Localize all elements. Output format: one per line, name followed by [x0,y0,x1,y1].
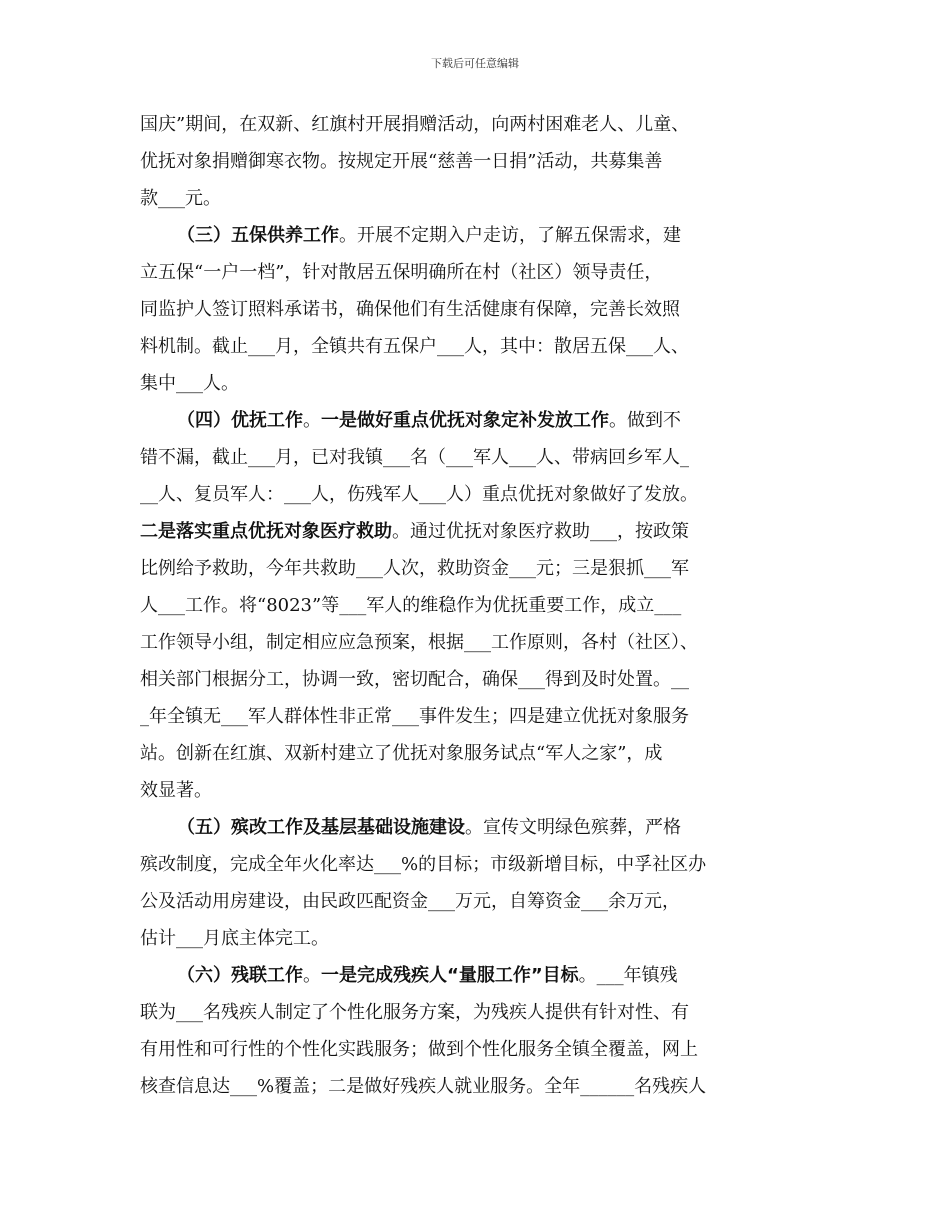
text-line [140,957,815,994]
body-text: 错不漏，截止___月，已对我镇___名（___军人___人、带病回乡军人_ [140,447,689,468]
bold-heading-text: 一是完成残疾人“量服工作”目标 [321,965,579,986]
text-line [140,661,815,698]
body-text: 殡改制度，完成全年火化率达___%的目标；市级新增目标，中孚社区办 [140,854,707,875]
body-text: 工作领导小组，制定相应应急预案，根据___工作原则，各村（社区）、 [140,632,698,653]
text-line [140,439,815,476]
body-text: 优抚对象捐赠御寒衣物。按规定开展“慈善一日捐”活动，共募集善 [140,151,663,172]
body-text: 料机制。截止___月，全镇共有五保户___人，其中：散居五保___人、 [140,336,689,357]
body-text: 比例给予救助，今年共救助___人次，救助资金___元；三是狠抓___军 [140,558,689,579]
text-line [140,920,815,957]
text-line [140,1031,815,1068]
body-text: 有用性和可行性的个性化实践服务；做到个性化服务全镇全覆盖，网上 [140,1039,698,1060]
text-line [140,513,815,550]
bold-heading-text: 一是做好重点优抚对象定补发放工作 [321,410,609,431]
body-text: 款___元。 [140,188,221,209]
text-line [140,254,815,291]
body-text: 效显著。 [140,780,212,801]
page-header: 下载后可任意编辑 [431,57,519,70]
body-text: 。 [303,965,321,986]
body-text: 。做到不 [609,410,681,431]
body-text: 国庆”期间，在双新、红旗村开展捐赠活动，向两村困难老人、儿童、 [140,114,690,135]
body-text: 站。创新在红旗、双新村建立了优抚对象服务试点“军人之家”，成 [140,743,663,764]
text-line [140,587,815,624]
body-text: 。___年镇残 [578,965,678,986]
text-line [140,106,815,143]
body-text: 核查信息达___%覆盖；二是做好残疾人就业服务。全年______名残疾人 [140,1076,707,1097]
body-text: 同监护人签订照料承诺书，确保他们有生活健康有保障，完善长效照 [140,299,680,320]
bold-heading-text: 二是落实重点优抚对象医疗救助 [140,521,392,542]
body-text: 。开展不定期入户走访，了解五保需求，建 [339,225,681,246]
body-text: 。通过优抚对象医疗救助___，按政策 [392,521,689,542]
body-text: 立五保“一户一档”，针对散居五保明确所在村（社区）领导责任， [140,262,663,283]
document-body [140,106,815,1105]
text-line [140,883,815,920]
body-text: 联为___名残疾人制定了个性化服务方案，为残疾人提供有针对性、有 [140,1002,689,1023]
text-line [140,772,815,809]
body-text: __人、复员军人：___人，伤残军人___人）重点优抚对象做好了发放。 [140,484,698,505]
text-line [140,846,815,883]
bold-heading-text: （三）五保供养工作 [177,225,339,246]
text-line [140,698,815,735]
text-line [140,180,815,217]
body-text: _年全镇无___军人群体性非正常___事件发生；四是建立优抚对象服务 [140,706,689,727]
text-line [140,476,815,513]
text-line [140,365,815,402]
text-line [140,143,815,180]
body-text: 人___工作。将“8023”等___军人的维稳作为优抚重要工作，成立___ [140,595,682,616]
body-text: 估计___月底主体完工。 [140,928,329,949]
text-line [140,328,815,365]
text-line [140,550,815,587]
text-line [140,402,815,439]
text-line [140,1068,815,1105]
text-line [140,624,815,661]
text-line [140,291,815,328]
text-line [140,809,815,846]
bold-heading-text: （五）殡改工作及基层基础设施建设 [177,817,465,838]
bold-heading-text: （六）残联工作 [177,965,303,986]
body-text: 公及活动用房建设，由民政匹配资金___万元，自筹资金___余万元， [140,891,680,912]
bold-heading-text: （四）优抚工作 [177,410,303,431]
body-text: 。 [303,410,321,431]
text-line [140,735,815,772]
body-text: 。宣传文明绿色殡葬，严格 [465,817,681,838]
body-text: 相关部门根据分工，协调一致，密切配合，确保___得到及时处置。__ [140,669,689,690]
text-line [140,994,815,1031]
text-line [140,217,815,254]
body-text: 集中___人。 [140,373,239,394]
